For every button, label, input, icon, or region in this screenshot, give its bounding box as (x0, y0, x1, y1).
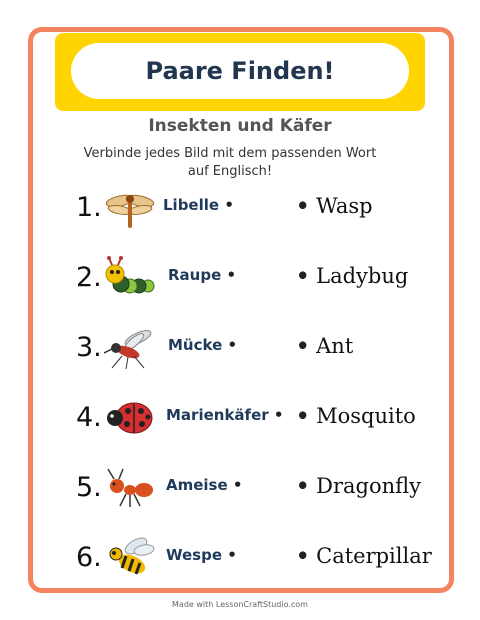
ant-icon (104, 466, 156, 510)
item-number: 3. (76, 332, 102, 363)
match-row (0, 390, 480, 450)
ladybug-icon (104, 396, 156, 440)
caterpillar-icon (104, 256, 156, 300)
english-word: • Ladybug (296, 263, 409, 288)
german-word: Libelle • (163, 196, 234, 214)
english-word: • Wasp (296, 193, 373, 218)
match-row (0, 180, 480, 240)
match-row (0, 250, 480, 310)
german-word: Marienkäfer • (166, 406, 284, 424)
mosquito-icon (104, 326, 156, 370)
german-word: Raupe • (168, 266, 237, 284)
instruction-line-1: Verbinde jedes Bild mit dem passenden Wort (83, 146, 377, 161)
german-word: Mücke • (168, 336, 238, 354)
page-title: Paare Finden! (145, 57, 335, 85)
wasp-icon (104, 536, 156, 580)
item-number: 2. (76, 262, 102, 293)
item-number: 5. (76, 472, 102, 503)
english-word: • Ant (296, 333, 354, 358)
subtitle: Insekten und Käfer (148, 116, 332, 136)
german-word: Ameise • (166, 476, 243, 494)
instruction-line-2: auf Englisch! (187, 164, 273, 179)
instructions (62, 145, 398, 181)
item-number: 6. (76, 542, 102, 573)
footer-credit: Made with LessonCraftStudio.com (172, 600, 308, 609)
english-word: • Caterpillar (296, 543, 432, 568)
english-word: • Dragonfly (296, 473, 422, 498)
item-number: 4. (76, 402, 102, 433)
title-pill (71, 43, 409, 99)
match-row (0, 460, 480, 520)
english-word: • Mosquito (296, 403, 416, 428)
match-row (0, 320, 480, 380)
german-word: Wespe • (166, 546, 237, 564)
match-row (0, 530, 480, 590)
dragonfly-icon (104, 186, 156, 230)
item-number: 1. (76, 192, 102, 223)
